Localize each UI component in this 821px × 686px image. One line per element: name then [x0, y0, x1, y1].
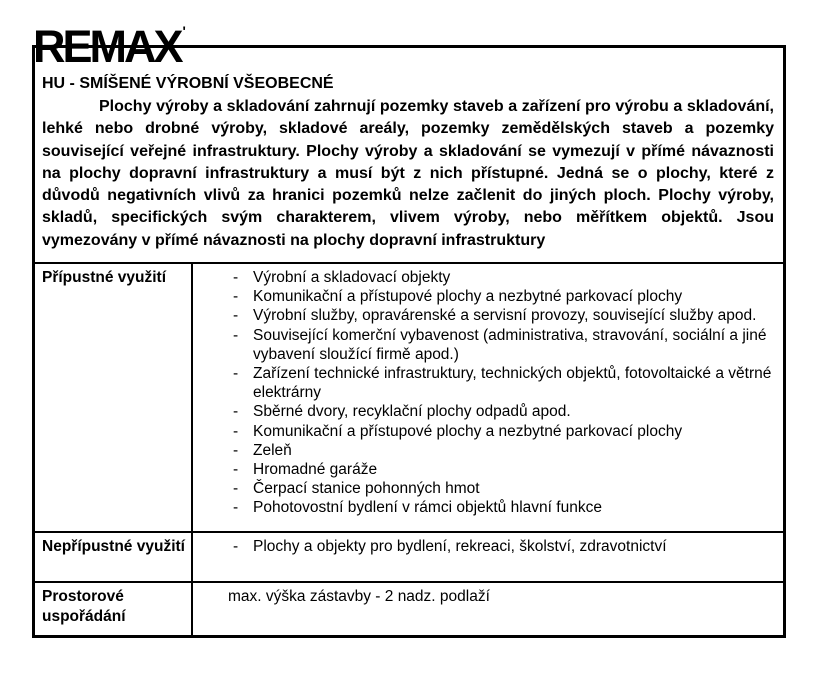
usage-list-item [193, 402, 783, 421]
row-label-impermissible-use: Nepřípustné využití [35, 533, 193, 581]
dash-bullet: - [233, 441, 239, 459]
dash-bullet: - [233, 269, 239, 286]
usage-list-item [193, 422, 783, 441]
usage-list-item [193, 287, 783, 306]
dash-bullet: - [233, 288, 239, 306]
usage-list-item [193, 326, 783, 364]
usage-list-item-text: max. výška zástavby - 2 nadz. podlaží [228, 588, 490, 605]
usage-list [193, 537, 783, 556]
usage-list-item [193, 268, 783, 287]
dash-bullet: - [233, 480, 239, 498]
usage-list-item [193, 498, 783, 517]
usage-list-item [193, 306, 783, 325]
usage-list-item [193, 587, 783, 606]
dash-bullet: - [233, 403, 239, 421]
row-label-spatial-arrangement: Prostorové uspořádání [35, 583, 193, 635]
table-row-permissible-use [35, 264, 783, 533]
usage-list-item-text: Zařízení technické infrastruktury, technických objektů, fotovoltaické a větrné elektrárny [253, 365, 772, 402]
table-row-impermissible-use [35, 533, 783, 583]
usage-list-item [193, 364, 783, 402]
trademark-mark: ' [182, 23, 186, 39]
usage-list-item [193, 537, 783, 556]
row-content-impermissible-use [193, 533, 783, 581]
dash-bullet: - [233, 422, 239, 440]
usage-list-item [193, 460, 783, 479]
dash-bullet: - [233, 538, 239, 555]
usage-list [193, 268, 783, 518]
usage-list-item-text: Výrobní služby, opravárenské a servisní provozy, související služby apod. [253, 307, 757, 325]
usage-list-item [193, 441, 783, 460]
dash-bullet: - [233, 307, 239, 325]
section-title: HU - SMÍŠENÉ VÝROBNÍ VŠEOBECNÉ [42, 75, 334, 92]
remax-logo-text: REMAX [33, 21, 181, 72]
usage-list-item [193, 479, 783, 498]
usage-list-item-text: Sběrné dvory, recyklační plochy odpadů apod. [253, 403, 571, 421]
row-label-permissible-use: Přípustné využití [35, 264, 193, 531]
table-row-spatial-arrangement [35, 583, 783, 635]
row-content-spatial-arrangement [193, 583, 783, 635]
zoning-table [35, 262, 783, 635]
usage-list-item-text: Hromadné garáže [253, 461, 378, 479]
usage-list-item-text: Zeleň [253, 441, 292, 459]
dash-bullet: - [233, 499, 239, 517]
usage-list-item-text: Plochy a objekty pro bydlení, rekreaci, školství, zdravotnictví [253, 538, 667, 555]
usage-list-item-text: Komunikační a přístupové plochy a nezbytné parkovací plochy [253, 288, 683, 306]
usage-list-item-text: Čerpací stanice pohonných hmot [253, 480, 480, 498]
dash-bullet: - [233, 326, 239, 344]
remax-logo [33, 8, 186, 70]
usage-list-item-text: Související komerční vybavenost (administrativa, stravování, sociální a jiné vybavení sloužící firmě apod.) [253, 326, 767, 363]
usage-list [193, 587, 783, 606]
usage-list-item-text: Pohotovostní bydlení v rámci objektů hlavní funkce [253, 499, 602, 517]
dash-bullet: - [233, 461, 239, 479]
row-content-permissible-use [193, 264, 783, 531]
usage-list-item-text: Komunikační a přístupové plochy a nezbytné parkovací plochy [253, 422, 683, 440]
document-frame [32, 45, 786, 638]
usage-list-item-text: Výrobní a skladovací objekty [253, 269, 451, 286]
dash-bullet: - [233, 365, 239, 383]
intro-paragraph: Plochy výroby a skladování zahrnují pozemky staveb a zařízení pro výrobu a skladování, lehké nebo drobné výroby, skladové areály, pozemky zemědělských staveb a pozemky související veřejné infrastruktury. Plochy výroby a skladování se vymezují v přímé návaznosti na plochy dopravní infrastruktury a musí být z nich přístupné. Jedná se o plochy, které z důvodů negativních vlivů za hranici pozemků nelze začlenit do jiných ploch. Plochy výroby, skladů, specifických svým charakterem, vlivem výroby, nebo měřítkem objektů. Jsou vymezovány v přímé návaznosti na plochy dopravní infrastruktury [42, 98, 774, 249]
